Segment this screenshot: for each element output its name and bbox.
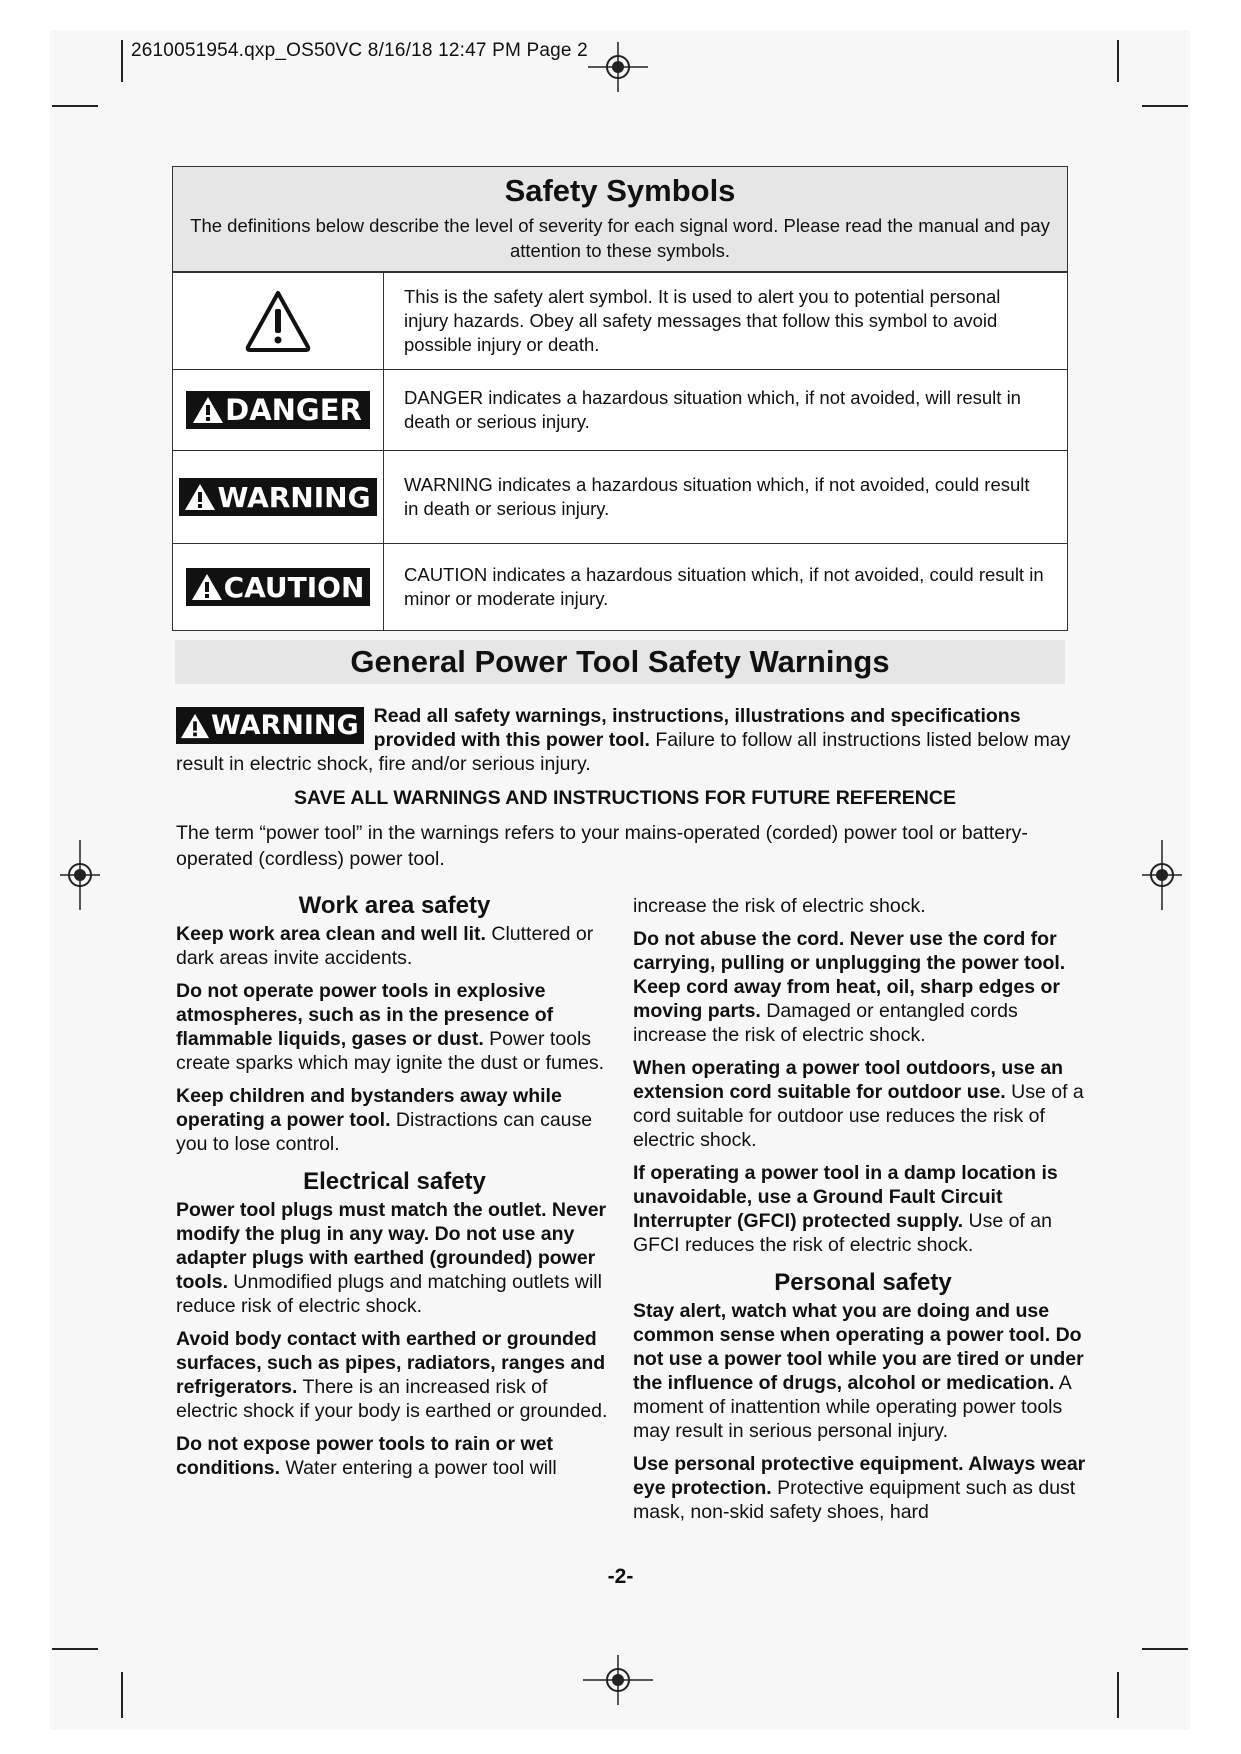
symbol-row-alert — [173, 272, 1067, 369]
safety-symbols-table — [172, 166, 1068, 631]
warning-label: WARNING — [217, 480, 371, 514]
symbol-row-danger — [173, 369, 1067, 450]
warning-text: Failure to follow all instructions listed below may result in electric shock, fire and/or serious injury. — [176, 729, 1071, 775]
printer-slug: 2610051954.qxp_OS50VC 8/16/18 12:47 PM Page 2 — [131, 40, 588, 61]
crop-mark — [52, 105, 98, 107]
caution-badge — [186, 568, 371, 606]
save-instructions-notice: SAVE ALL WARNINGS AND INSTRUCTIONS FOR FUTURE REFERENCE — [294, 787, 956, 809]
symbol-description: WARNING indicates a hazardous situation which, if not avoided, could result in death or serious injury. — [404, 474, 1030, 519]
personal-safety-heading: Personal safety — [774, 1269, 952, 1296]
symbol-cell — [173, 370, 384, 450]
warning-badge — [179, 478, 376, 516]
paragraph: Do not expose power tools to rain or wet conditions. Water entering a power tool will — [176, 1433, 557, 1479]
warning-badge — [176, 707, 364, 744]
general-warning-paragraph — [176, 704, 1076, 776]
paragraph: Keep work area clean and well lit. Cluttered or dark areas invite accidents. — [176, 923, 594, 969]
safety-symbols-intro: The definitions below describe the level of severity for each signal word. Please read the manual and pay attention to these symbols. — [190, 215, 1050, 261]
electrical-heading: Electrical safety — [303, 1168, 486, 1195]
section-title: General Power Tool Safety Warnings — [175, 640, 1065, 684]
paragraph: increase the risk of electric shock. — [633, 895, 926, 917]
warning-bold-text: Read all safety warnings, instructions, illustrations and specifications provided with this power tool. — [373, 705, 1021, 751]
paragraph: Do not operate power tools in explosive atmospheres, such as in the presence of flammable liquids, gases or dust. Power tools create sparks which may ignite the dust or fumes. — [176, 980, 605, 1074]
work-area-heading: Work area safety — [298, 892, 491, 919]
crop-mark — [1142, 1648, 1188, 1650]
warning-triangle-icon — [183, 482, 217, 512]
paragraph: Power tool plugs must match the outlet. Never modify the plug in any way. Do not use any adapter plugs with earthed (grounded) power tools. Unmodified plugs and matching outlets will reduce risk of electric shock. — [176, 1199, 607, 1317]
crop-mark — [1117, 40, 1119, 82]
crop-mark — [121, 1672, 123, 1718]
symbol-cell — [173, 273, 384, 369]
crop-mark — [1117, 1672, 1119, 1718]
paragraph: Use personal protective equipment. Always wear eye protection. Protective equipment such as dust mask, non-skid safety shoes, hard — [633, 1453, 1086, 1523]
caution-label: CAUTION — [223, 570, 365, 604]
danger-label: DANGER — [225, 393, 362, 427]
symbol-cell — [173, 544, 384, 630]
warning-triangle-icon — [190, 572, 224, 602]
danger-badge — [186, 391, 370, 429]
paragraph: If operating a power tool in a damp location is unavoidable, use a Ground Fault Circuit Interrupter (GFCI) protected supply. Use of an GFCI reduces the risk of electric shock. — [633, 1162, 1058, 1256]
crop-mark — [1142, 105, 1188, 107]
registration-mark-icon — [60, 840, 100, 910]
symbol-cell — [173, 451, 384, 543]
crop-mark — [121, 40, 123, 82]
safety-symbols-title: Safety Symbols — [504, 173, 736, 208]
symbol-row-caution — [173, 543, 1067, 630]
safety-symbols-header — [173, 167, 1067, 272]
symbol-description: DANGER indicates a hazardous situation which, if not avoided, will result in death or serious injury. — [404, 387, 1021, 432]
symbol-description: This is the safety alert symbol. It is used to alert you to potential personal injury hazards. Obey all safety messages that follow this symbol to avoid possible injury or death. — [404, 286, 1001, 355]
symbol-row-warning — [173, 450, 1067, 543]
crop-mark — [52, 1648, 98, 1650]
paragraph: Stay alert, watch what you are doing and use common sense when operating a power tool. Do not use a power tool while you are tired or under the influence of drugs, alcohol or medication. A moment of inattention while operating power tools may result in serious personal injury. — [633, 1300, 1084, 1442]
registration-mark-icon — [583, 1655, 653, 1705]
paragraph: Avoid body contact with earthed or grounded surfaces, such as pipes, radiators, ranges and refrigerators. There is an increased risk of electric shock if your body is earthed or grounded. — [176, 1328, 608, 1422]
paragraph: When operating a power tool outdoors, use an extension cord suitable for outdoor use. Use of a cord suitable for outdoor use reduces the risk of electric shock. — [633, 1057, 1084, 1151]
registration-mark-icon — [588, 42, 648, 92]
power-tool-definition: The term “power tool” in the warnings refers to your mains-operated (corded) power tool or battery-operated (cordless) power tool. — [176, 822, 1028, 870]
paragraph: Keep children and bystanders away while operating a power tool. Distractions can cause you to lose control. — [176, 1085, 593, 1155]
left-column — [176, 894, 613, 1489]
registration-mark-icon — [1142, 840, 1182, 910]
warning-triangle-icon — [191, 395, 225, 425]
right-column — [633, 894, 1093, 1533]
page-number: -2- — [607, 1565, 634, 1588]
safety-alert-triangle-icon — [244, 289, 312, 353]
warning-label: WARNING — [211, 709, 359, 741]
paragraph: Do not abuse the cord. Never use the cord for carrying, pulling or unplugging the power tool. Keep cord away from heat, oil, sharp edges or moving parts. Damaged or entangled cords increase the risk of electric shock. — [633, 928, 1066, 1046]
warning-triangle-icon — [179, 712, 211, 740]
symbol-description: CAUTION indicates a hazardous situation which, if not avoided, could result in minor or moderate injury. — [404, 564, 1044, 609]
